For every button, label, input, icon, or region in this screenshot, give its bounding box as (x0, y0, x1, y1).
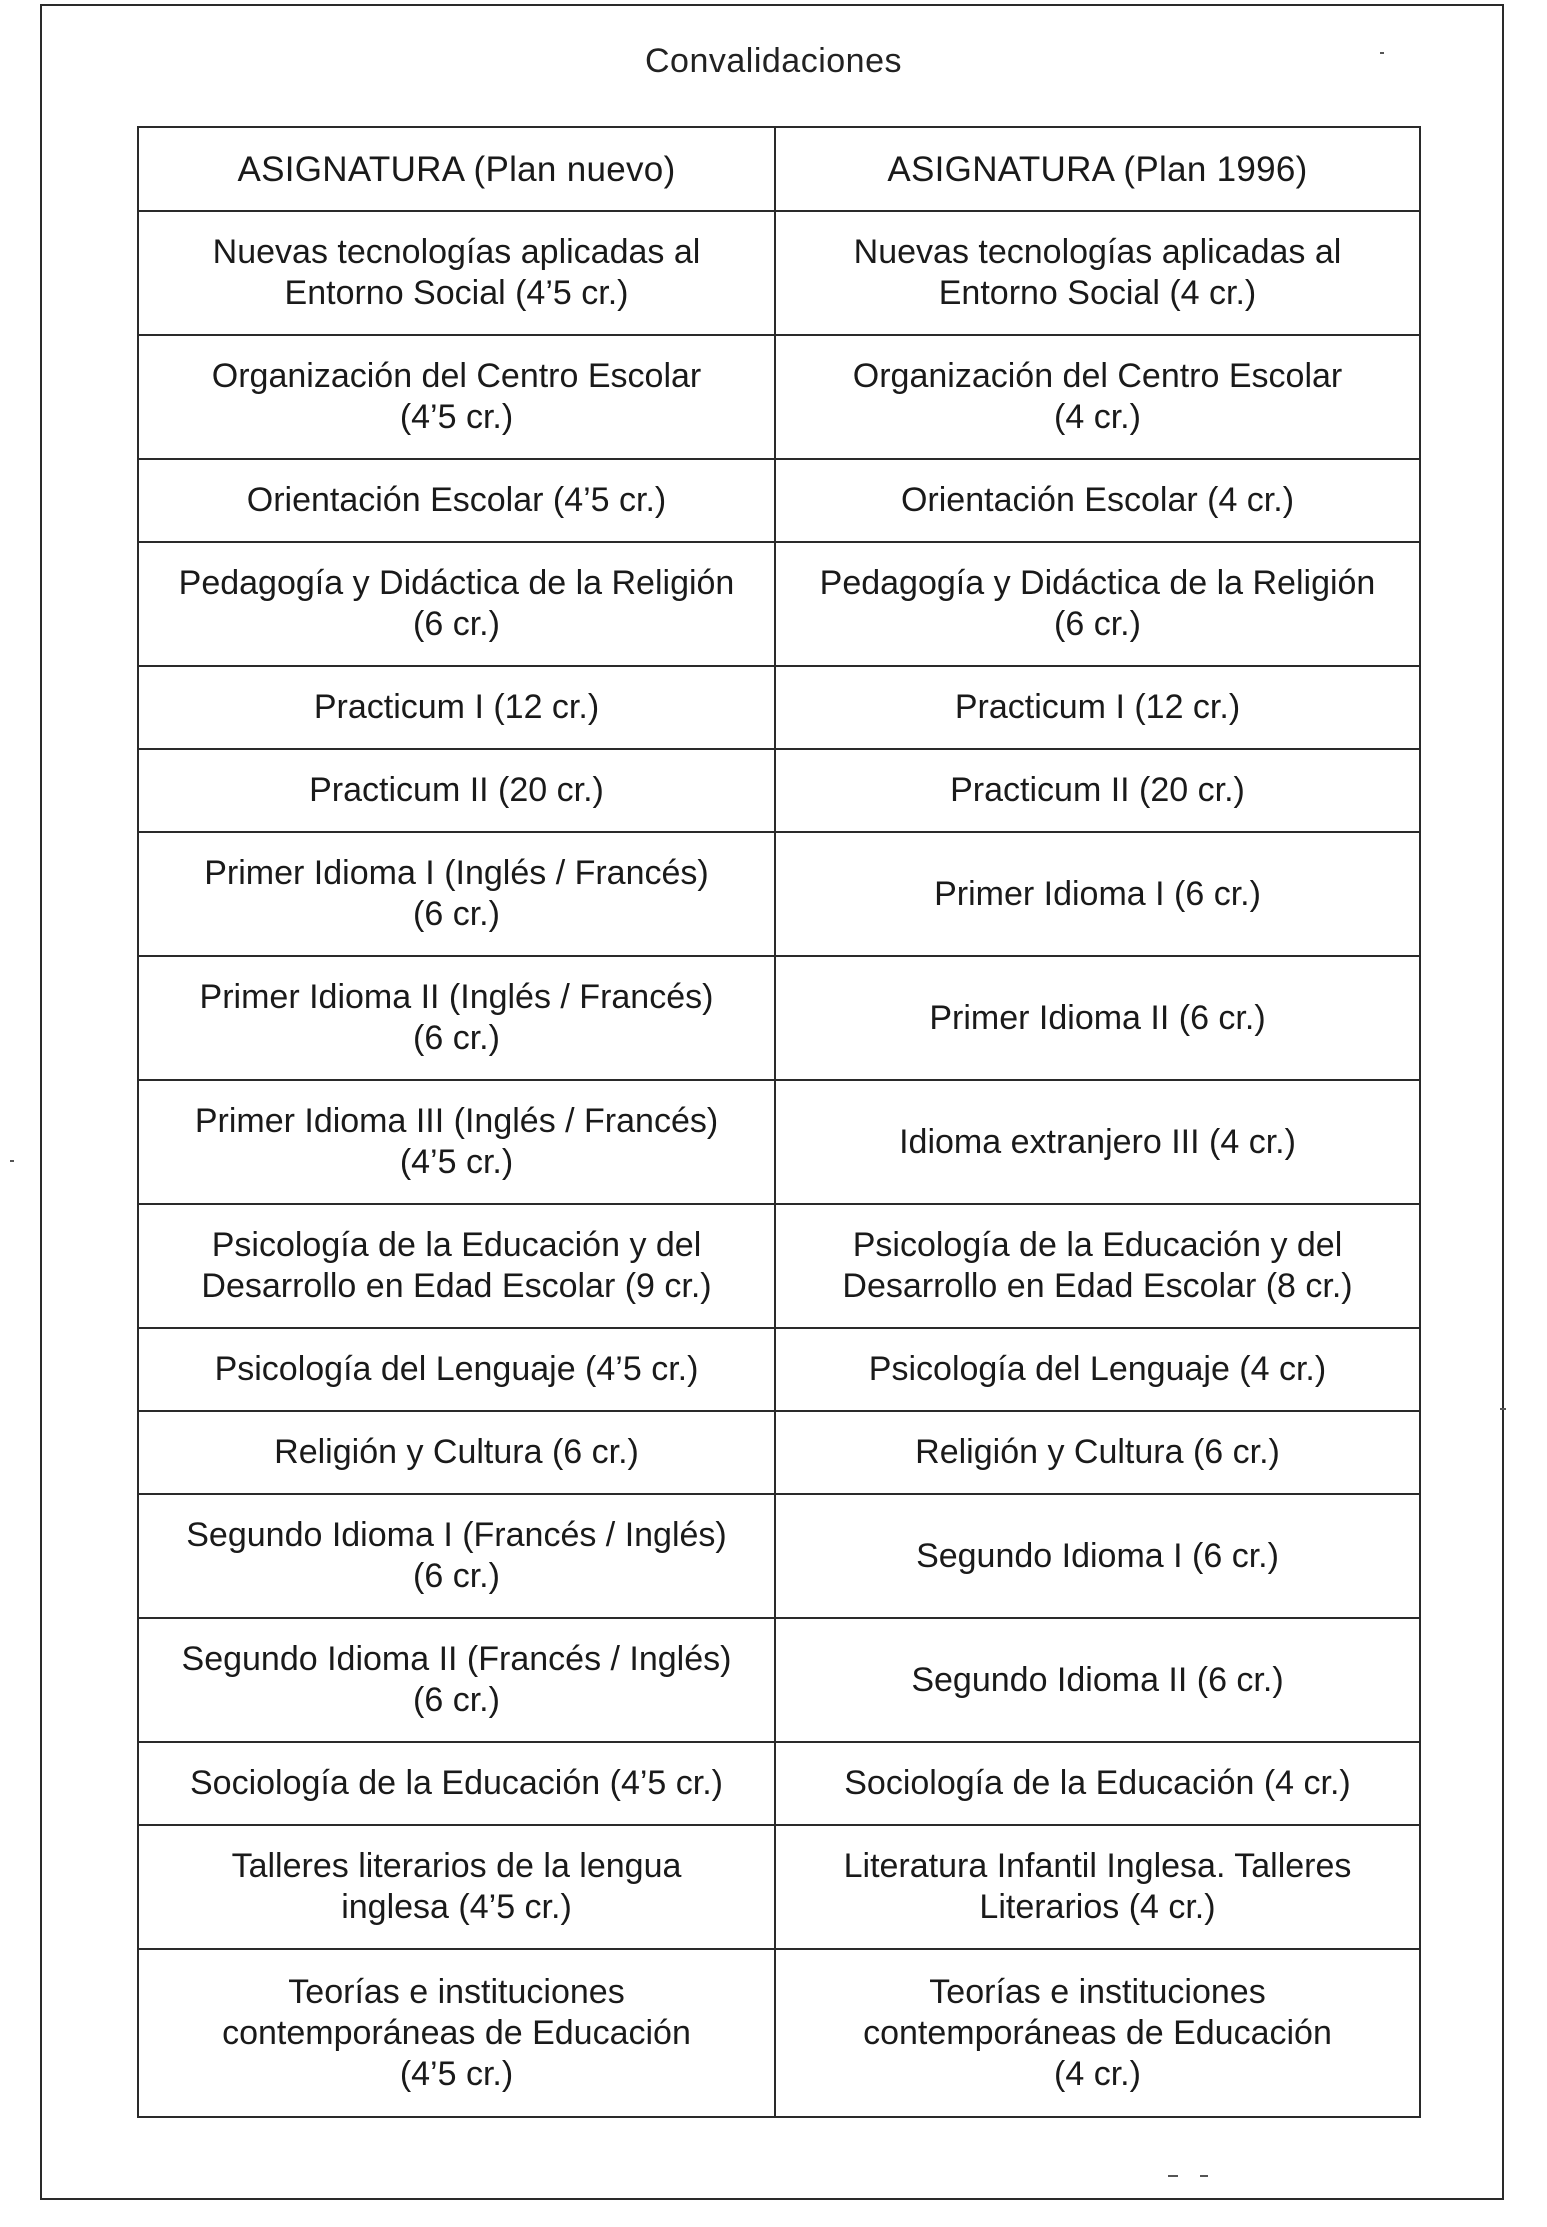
cell-line: Psicología del Lenguaje (4 cr.) (868, 1350, 1327, 1388)
cell-line: Religión y Cultura (6 cr.) (915, 1433, 1280, 1471)
cell-line: (4 cr.) (1054, 2054, 1141, 2093)
cell-line: Primer Idioma I (6 cr.) (934, 874, 1261, 913)
cell-plan-nuevo (138, 832, 775, 956)
cell-plan-1996 (775, 1949, 1420, 2117)
cell-line: (6 cr.) (1054, 605, 1141, 643)
cell-line: Organización del Centro Escolar (852, 357, 1343, 395)
cell-plan-nuevo (138, 1411, 775, 1494)
cell-line: contemporáneas de Educación (222, 2013, 691, 2052)
cell-line: Teorías e instituciones (929, 1972, 1266, 2011)
cell-line: Primer Idioma III (Inglés / Francés) (194, 1102, 719, 1140)
cell-line: Desarrollo en Edad Escolar (8 cr.) (842, 1267, 1353, 1305)
cell-plan-1996 (775, 749, 1420, 832)
cell-line: inglesa (4’5 cr.) (341, 1888, 572, 1926)
cell-line: Psicología de la Educación y del (211, 1226, 702, 1264)
cell-plan-nuevo (138, 956, 775, 1080)
cell-line: Practicum I (12 cr.) (954, 688, 1241, 726)
cell-plan-nuevo (138, 542, 775, 666)
cell-plan-1996 (775, 1411, 1420, 1494)
table-row (138, 459, 1420, 542)
table-row (138, 1411, 1420, 1494)
table-row (138, 211, 1420, 335)
cell-line: Organización del Centro Escolar (211, 357, 702, 395)
cell-plan-nuevo (138, 1204, 775, 1328)
cell-plan-1996 (775, 1618, 1420, 1742)
cell-line: Psicología de la Educación y del (852, 1226, 1343, 1264)
cell-line: Literatura Infantil Inglesa. Talleres (843, 1847, 1352, 1885)
cell-plan-nuevo (138, 1328, 775, 1411)
cell-line: Desarrollo en Edad Escolar (9 cr.) (201, 1267, 712, 1305)
cell-plan-1996 (775, 542, 1420, 666)
cell-line: (4 cr.) (1054, 398, 1141, 436)
cell-line: (6 cr.) (413, 1681, 500, 1719)
cell-line: Segundo Idioma I (6 cr.) (916, 1536, 1279, 1575)
cell-plan-nuevo (138, 335, 775, 459)
cell-plan-1996 (775, 1204, 1420, 1328)
cell-plan-nuevo (138, 1742, 775, 1825)
table-row (138, 832, 1420, 956)
cell-line: (6 cr.) (413, 1019, 500, 1057)
table-row (138, 1742, 1420, 1825)
cell-line: Orientación Escolar (4 cr.) (900, 481, 1295, 519)
cell-line: Religión y Cultura (6 cr.) (274, 1433, 639, 1471)
document-title: Convalidaciones (645, 42, 902, 80)
cell-line: Practicum I (12 cr.) (313, 688, 600, 726)
cell-line: Pedagogía y Didáctica de la Religión (178, 564, 735, 602)
table-row (138, 335, 1420, 459)
table-row (138, 542, 1420, 666)
scan-mark (1500, 1408, 1506, 1410)
cell-plan-1996 (775, 1494, 1420, 1618)
cell-line: Talleres literarios de la lengua (231, 1847, 682, 1885)
cell-line: (6 cr.) (413, 1557, 500, 1595)
header-plan-1996: ASIGNATURA (Plan 1996) (775, 127, 1420, 211)
scan-mark (10, 1160, 14, 1162)
cell-plan-1996 (775, 211, 1420, 335)
table-row (138, 956, 1420, 1080)
cell-plan-1996 (775, 335, 1420, 459)
cell-line: contemporáneas de Educación (863, 2013, 1332, 2052)
table-row (138, 749, 1420, 832)
table-row (138, 1618, 1420, 1742)
cell-plan-1996 (775, 459, 1420, 542)
cell-line: Psicología del Lenguaje (4’5 cr.) (214, 1350, 699, 1388)
cell-plan-1996 (775, 832, 1420, 956)
cell-line: Primer Idioma II (6 cr.) (929, 998, 1266, 1037)
scan-mark (1168, 2175, 1178, 2177)
cell-line: Pedagogía y Didáctica de la Religión (819, 564, 1376, 602)
cell-line: Idioma extranjero III (4 cr.) (899, 1122, 1296, 1161)
cell-line: Nuevas tecnologías aplicadas al (212, 233, 701, 271)
header-plan-nuevo: ASIGNATURA (Plan nuevo) (138, 127, 775, 211)
cell-line: Practicum II (20 cr.) (950, 771, 1245, 809)
cell-plan-1996 (775, 1328, 1420, 1411)
table-row (138, 666, 1420, 749)
cell-line: Segundo Idioma II (6 cr.) (911, 1660, 1284, 1699)
cell-line: (4’5 cr.) (399, 1143, 514, 1181)
convalidation-table (137, 126, 1421, 2118)
cell-line: (6 cr.) (413, 605, 500, 643)
cell-plan-1996 (775, 666, 1420, 749)
cell-line: Primer Idioma I (Inglés / Francés) (204, 854, 709, 892)
cell-line: Sociología de la Educación (4 cr.) (844, 1764, 1351, 1802)
cell-line: Segundo Idioma I (Francés / Inglés) (186, 1516, 727, 1554)
cell-plan-nuevo (138, 459, 775, 542)
cell-plan-nuevo (138, 211, 775, 335)
cell-plan-nuevo (138, 1618, 775, 1742)
cell-plan-nuevo (138, 749, 775, 832)
cell-plan-1996 (775, 1080, 1420, 1204)
cell-line: Entorno Social (4’5 cr.) (284, 274, 629, 312)
scan-mark (1200, 2175, 1208, 2177)
cell-line: Segundo Idioma II (Francés / Inglés) (181, 1640, 732, 1678)
cell-plan-1996 (775, 1742, 1420, 1825)
scan-mark (1380, 52, 1384, 54)
cell-plan-nuevo (138, 666, 775, 749)
cell-plan-nuevo (138, 1825, 775, 1949)
cell-plan-nuevo (138, 1949, 775, 2117)
table-row (138, 1825, 1420, 1949)
cell-line: Literarios (4 cr.) (979, 1888, 1216, 1926)
cell-line: (6 cr.) (413, 895, 500, 933)
cell-line: Entorno Social (4 cr.) (938, 274, 1257, 312)
table-header-row (138, 127, 1420, 211)
cell-line: Nuevas tecnologías aplicadas al (853, 233, 1342, 271)
cell-line: Primer Idioma II (Inglés / Francés) (199, 978, 714, 1016)
cell-line: (4’5 cr.) (399, 2054, 514, 2093)
cell-line: Teorías e instituciones (288, 1972, 625, 2011)
table-row (138, 1494, 1420, 1618)
cell-line: (4’5 cr.) (399, 398, 514, 436)
cell-plan-nuevo (138, 1080, 775, 1204)
table-row (138, 1080, 1420, 1204)
cell-line: Sociología de la Educación (4’5 cr.) (190, 1764, 723, 1802)
cell-plan-1996 (775, 956, 1420, 1080)
table-row (138, 1949, 1420, 2117)
cell-plan-1996 (775, 1825, 1420, 1949)
cell-line: Orientación Escolar (4’5 cr.) (246, 481, 667, 519)
table-row (138, 1328, 1420, 1411)
cell-plan-nuevo (138, 1494, 775, 1618)
table-row (138, 1204, 1420, 1328)
cell-line: Practicum II (20 cr.) (309, 771, 604, 809)
